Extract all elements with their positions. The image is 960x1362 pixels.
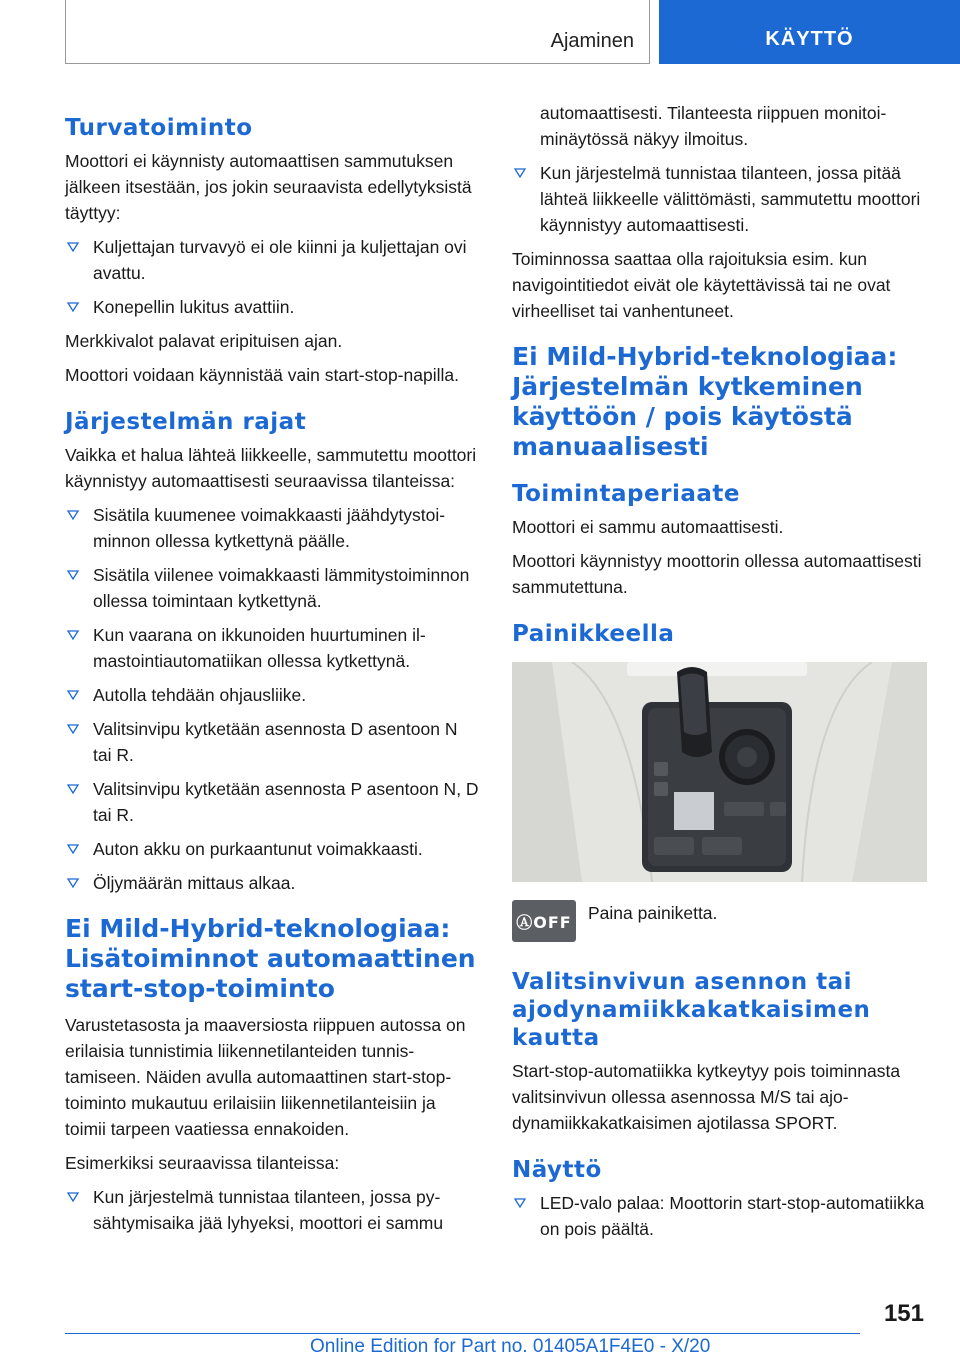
- section-title: Ajaminen: [550, 30, 634, 52]
- list-item: Valitsinvipu kytketään asennosta P asentoon N, D tai R.: [65, 776, 480, 828]
- triangle-bullet-icon: [67, 1192, 79, 1202]
- triangle-bullet-icon: [67, 784, 79, 794]
- list-item: Öljymäärän mittaus alkaa.: [65, 870, 480, 896]
- list-item: Valitsinvipu kytketään asennosta D asentoon N tai R.: [65, 716, 480, 768]
- paragraph: Moottori voidaan käynnistää vain start-stop-napilla.: [65, 365, 459, 385]
- triangle-bullet-icon: [67, 878, 79, 888]
- footer-divider: [65, 1333, 860, 1334]
- center-console-image: [512, 662, 927, 882]
- paragraph: Vaikka et halua lähteä liikkeelle, sammutettu moottori käynnistyy automaattisesti seuraavissa tilanteissa:: [65, 445, 477, 491]
- list-item: Autolla tehdään ohjausliike.: [65, 682, 480, 708]
- list-item: LED-valo palaa: Moottorin start-stop-automatiikka on pois päältä.: [512, 1190, 927, 1242]
- paragraph: Varustetasosta ja maaversiosta riippuen autossa on erilaisia tunnistimia liikennetilanteiden tunnistamiseen. Näiden avulla automaattinen start-stop-toiminto mukautuu erilaisiin liikennetilanteisiin ja toimii tarpeen vaatiessa ennakoiden.: [65, 1015, 466, 1139]
- instruction-text: Paina painiketta.: [588, 903, 718, 923]
- list-item: Konepellin lukitus avattiin.: [65, 294, 480, 320]
- heading-lisatoiminnot: Ei Mild-Hybrid-teknologiaa: Lisätoiminnot automaattinen start-stop-toiminto: [65, 914, 476, 1003]
- list-item: Sisätila viilenee voimakkaasti lämmitystoiminnon ollessa toimintaan kytkettynä.: [65, 562, 480, 614]
- button-instruction: [512, 900, 927, 942]
- triangle-bullet-icon: [67, 844, 79, 854]
- triangle-bullet-icon: [67, 690, 79, 700]
- bullet-list: [65, 502, 480, 896]
- heading-kytkeminen: Ei Mild-Hybrid-teknologiaa: Järjestelmän kytkeminen käyttöön / pois käytöstä manuaalisesti: [512, 342, 898, 461]
- auto-start-stop-off-icon: ⒶOFF: [512, 900, 576, 942]
- triangle-bullet-icon: [67, 630, 79, 640]
- triangle-bullet-icon: [514, 1198, 526, 1208]
- list-item: Kun vaarana on ikkunoiden huurtuminen ilmastointiautomatiikan ollessa kytkettynä.: [65, 622, 480, 674]
- center-console-illustration: [512, 662, 927, 882]
- bullet-list: [65, 1184, 480, 1236]
- bullet-list: [65, 234, 480, 320]
- heading-painikkeella: Painikkeella: [512, 621, 675, 647]
- chapter-tab: KÄYTTÖ: [659, 0, 960, 64]
- heading-turvatoiminto: Turvatoiminto: [65, 115, 253, 141]
- paragraph: Start-stop-automatiikka kytkeytyy pois toiminnasta valitsinvivun ollessa asennossa M/S tai ajodynamiikkakatkaisimen ajotilassa SPORT.: [512, 1061, 901, 1133]
- heading-rajat: Järjestelmän rajat: [65, 409, 307, 435]
- right-column: [512, 100, 927, 1250]
- list-item: Kuljettajan turvavyö ei ole kiinni ja kuljettajan ovi avattu.: [65, 234, 480, 286]
- list-item-continuation: automaattisesti. Tilanteesta riippuen monitoiminäytössä näkyy ilmoitus.: [540, 103, 887, 149]
- paragraph: Merkkivalot palavat eripituisen ajan.: [65, 331, 343, 351]
- heading-valitsin: Valitsinvivun asennon tai ajodynamiikkakatkaisimen kautta: [512, 969, 871, 1051]
- heading-toimintaperiaate: Toimintaperiaate: [512, 481, 740, 507]
- triangle-bullet-icon: [67, 570, 79, 580]
- list-item: Sisätila kuumenee voimakkaasti jäähdytystoiminnon ollessa kytkettynä päälle.: [65, 502, 480, 554]
- bullet-list: [512, 160, 927, 238]
- footer-edition: Online Edition for Part no. 01405A1F4E0 - X/20: [310, 1336, 711, 1357]
- left-column: [65, 100, 480, 1244]
- paragraph: Moottori ei sammu automaattisesti.: [512, 517, 784, 537]
- triangle-bullet-icon: [67, 242, 79, 252]
- paragraph: Moottori käynnistyy moottorin ollessa automaattisesti sammutettuna.: [512, 551, 922, 597]
- list-item: Kun järjestelmä tunnistaa tilanteen, jossa pysähtymisaika jää lyhyeksi, moottori ei sammu: [65, 1184, 480, 1236]
- triangle-bullet-icon: [67, 724, 79, 734]
- paragraph: Moottori ei käynnisty automaattisen sammutuksen jälkeen itsestään, jos jokin seuraavista edellytyksistä täyttyy:: [65, 151, 472, 223]
- triangle-bullet-icon: [67, 510, 79, 520]
- heading-naytto: Näyttö: [512, 1157, 602, 1183]
- triangle-bullet-icon: [67, 302, 79, 312]
- list-item: Kun järjestelmä tunnistaa tilanteen, jossa pitää lähteä liikkeelle välittömästi, sammutettu moottori käynnistyy automaattisesti.: [512, 160, 927, 238]
- bullet-list: [512, 1190, 927, 1242]
- paragraph: Esimerkiksi seuraavissa tilanteissa:: [65, 1153, 340, 1173]
- list-item: Auton akku on purkaantunut voimakkaasti.: [65, 836, 480, 862]
- triangle-bullet-icon: [514, 168, 526, 178]
- paragraph: Toiminnossa saattaa olla rajoituksia esim. kun navigointitiedot eivät ole käytettävissä tai ne ovat virheelliset tai vanhentuneet.: [512, 249, 891, 321]
- page-number: 151: [883, 1300, 924, 1327]
